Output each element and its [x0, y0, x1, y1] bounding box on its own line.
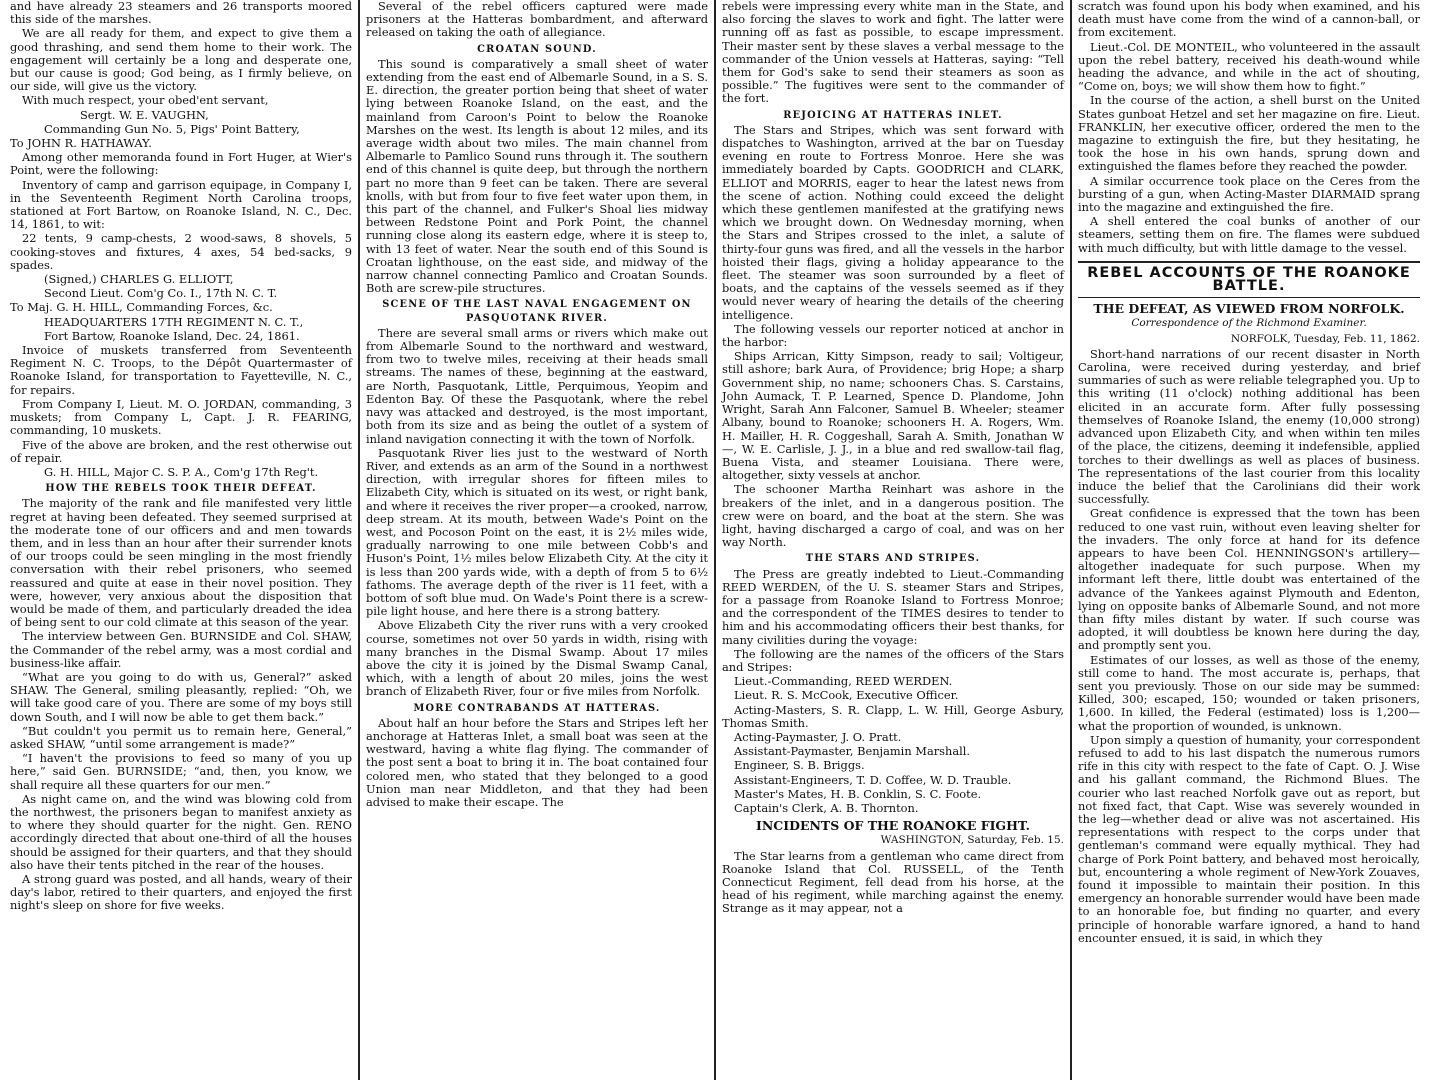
signature-title: Second Lieut. Com'g Co. I., 17th N. C. T. — [44, 286, 278, 301]
officer-entry: Master's Mates, H. B. Conklin, S. C. Foote. — [734, 786, 982, 801]
officer-entry: Acting-Paymaster, J. O. Pratt. — [734, 729, 902, 744]
column-3 — [716, 0, 1070, 1080]
paragraph: The Star learns from a gentleman who came direct from Roanoke Island that Col. RUSSELL, of the Tenth Connecticut Regiment, fell dead from his horse, at the head of his regiment, while marching against the enemy. Strange as it may appear, not a — [722, 848, 1064, 916]
paragraph: Five of the above are broken, and the rest otherwise out of repair. — [10, 437, 352, 465]
officer-entry: Acting-Masters, S. R. Clapp, L. W. Hill, George Asbury, Thomas Smith. — [722, 702, 1064, 730]
paragraph: Estimates of our losses, as well as those of the enemy, still come to hand. The most accurate is, perhaps, that sent you previously. Those on our side may be summed: Killed, 300; escaped, 150; wounded or taken prisoners, 1,600. In killed, the Federal (estimated) loss is 1,200—what the proportion of wounded, is unknown. — [1078, 652, 1420, 733]
paragraph: Several of the rebel officers captured were made prisoners at the Hatteras bombardment, and afterward released on taking the oath of allegiance. — [366, 0, 708, 40]
paragraph: We are all ready for them, and expect to give them a good thrashing, and send them home to their work. The engagement will certainly be a long and desperate one, but our cause is good; God being, as I firmly believe, on our side, will give us the victory. — [10, 26, 352, 94]
dateline: NORFOLK, Tuesday, Feb. 11, 1862. — [1230, 332, 1420, 345]
paragraph: This sound is comparatively a small sheet of water extending from the east end of Albemarle Sound, in a S. S. E. direction, the greater portion being that sheet of water lying between Roanoke Island, on the east, and the mainland from Caroon's Point to below the Roanoke Marshes on the west. Its length is about 12 miles, and its average width about two miles. The main channel from Albemarle to Pamlico Sound runs through it. The southern end of this channel is quite deep, but through the northern part no more than 9 feet can be taken. There are several knolls, with but from four to five feet water upon them, in this part of the channel, and Fulker's Shoal lies midway between Redstone Point and Pork Point, the channel running close along its eastern edge, where it is steep to, with 13 feet of water. Near the south end of this Sound is Croatan lighthouse, on the east side, and midway of the narrow channel connecting Pamlico and Croatan Sounds. Both are screw-pile structures. — [366, 56, 708, 296]
paragraph: “What are you going to do with us, General?” asked SHAW. The General, smiling pleasantly, replied: “Oh, we will take good care of you. There are some of my boys still down South, and I will now be able to get them back.” — [10, 669, 352, 724]
paragraph: Short-hand narrations of our recent disaster in North Carolina, were received during yesterday, and brief summaries of such as were reliable telegraphed you. Up to this writing (11 o'clock) nothing additional has been elicited in an accurate form. After fully possessing themselves of Roanoke Island, the enemy (10,000 strong) advanced upon Elizabeth City, and when within ten miles of the place, the citizens, deeming it indefensible, applied torches to their dwellings as well as places of business. The representations of the last courier from this locality induce the belief that the Carolinians did their work successfully. — [1078, 346, 1420, 507]
section-heading: THE STARS AND STRIPES. — [805, 553, 981, 565]
letterhead: HEADQUARTERS 17TH REGIMENT N. C. T., — [44, 314, 304, 329]
paragraph: The majority of the rank and file manifested very little regret at having been defeated. They seemed surprised at the moderate tone of our officers and and men towards them, and in less than an hour after their surrender knots of our troops could be seen mingling in the most friendly conversation with their rebel prisoners, who seemed reassured and quite at ease in their novel position. They were, however, very anxious about the disposition that would be made of them, and particularly dreaded the idea of being sent to our cold climate at this season of the year. — [10, 496, 352, 630]
paragraph: From Company I, Lieut. M. O. JORDAN, commanding, 3 muskets; from Company L, Capt. J. R. FEARING, commanding, 10 muskets. — [10, 396, 352, 438]
paragraph: The Stars and Stripes, which was sent forward with dispatches to Washington, arrived at the bar on Tuesday evening en route to Fortress Monroe. Here she was immediately boarded by Capts. GOODRICH and CLARK, ELLIOT and MORRIS, eager to hear the latest news from the scene of action. Nothing could exceed the delight which these gentlemen manifested at the gratifying news which we brought down. On Wednesday morning, when the Stars and Stripes crossed to the inlet, a salute of thirty-four guns was fired, and all the vessels in the harbor hoisted their flags, giving a holiday appearance to the fleet. The steamer was soon surrounded by a fleet of boats, and the captains of the vessels seemed as if they would never weary of hearing the details of the cheering intelligence. — [722, 122, 1064, 322]
paragraph: Pasquotank River lies just to the westward of North River, and extends as an arm of the Sound in a northwest direction, with irregular shores for fifteen miles to Elizabeth City, which is situated on its west, or right bank, and where it receives the river proper—a crooked, narrow, deep stream. At its mouth, between Wade's Point on the west, and Pocoson Point on the east, it is 2½ miles wide, gradually narrowing to one mile between Cobb's and Huson's Point, 1½ miles below Elizabeth City. At the city it is less than 200 yards wide, with a depth of from 5 to 6½ fathoms. The average depth of the river is 11 feet, with a bottom of soft blue mud. On Wade's Point there is a screw-pile light house, and here there is a strong battery. — [366, 445, 708, 619]
section-heading: MORE CONTRABANDS AT HATTERAS. — [413, 702, 661, 714]
paragraph: “But couldn't you permit us to remain here, General,” asked SHAW, “until some arrangement is made?” — [10, 723, 352, 751]
section-heading: REJOICING AT HATTERAS INLET. — [783, 109, 1003, 121]
paragraph: Invoice of muskets transferred from Seventeenth Regiment N. C. Troops, to the Dépôt Quartermaster of Roanoke Island, for transportation to Fayetteville, N. C., for repairs. — [10, 343, 352, 397]
dateline: WASHINGTON, Saturday, Feb. 15. — [880, 834, 1064, 847]
paragraph: The following vessels our reporter noticed at anchor in the harbor: — [722, 321, 1064, 350]
officer-entry: Assistant-Paymaster, Benjamin Marshall. — [734, 744, 971, 759]
paragraph: A similar occurrence took place on the Ceres from the bursting of a gun, when Acting-Master DIARMAID sprang into the magazine and extinguished the fire. — [1078, 173, 1420, 215]
signature: G. H. HILL, Major C. S. P. A., Com'g 17th Reg't. — [44, 464, 319, 479]
paragraph: A shell entered the coal bunks of another of our steamers, setting them on fire. The flames were subdued with much difficulty, but with little damage to the vessel. — [1078, 214, 1420, 255]
paragraph: About half an hour before the Stars and Stripes left her anchorage at Hatteras Inlet, a small boat was seen at the westward, having a white flag flying. The commander of the post sent a boat to bring it in. The boat contained four colored men, who stated that they belonged to a good Union man near Middleton, and that they had been advised to make their escape. The — [366, 715, 708, 809]
paragraph: A strong guard was posted, and all hands, weary of their day's labor, retired to their quarters, and enjoyed the first night's sleep on shore for five weeks. — [10, 872, 352, 913]
officer-entry: Assistant-Engineers, T. D. Coffee, W. D. Trauble. — [734, 772, 1012, 787]
paragraph: scratch was found upon his body when examined, and his death must have come from the wind of a cannon-ball, or from excitement. — [1078, 0, 1420, 40]
byline: Correspondence of the Richmond Examiner. — [1131, 317, 1367, 330]
officer-entry: Captain's Clerk, A. B. Thornton. — [734, 800, 919, 815]
paragraph: As night came on, and the wind was blowing cold from the northwest, the prisoners began to manifest anxiety as to where they should quarter for the night. Gen. RENO accordingly directed that about one-third of all the houses should be assigned for their quarters, and that they should also have their tents pitched in the rear of the houses. — [10, 791, 352, 872]
paragraph: rebels were impressing every white man in the State, and also forcing the slaves to work and fight. The latter were running off as fast as possible, to escape impressment. Their master sent by these slaves a verbal message to the commander of the Union vessels at Hatteras, saying: “Tell them for God's sake to send their steamers as soon as possible.” The fugitives were sent to the commander of the fort. — [722, 0, 1064, 106]
paragraph: The interview between Gen. BURNSIDE and Col. SHAW, the Commander of the rebel army, was a most cordial and business-like affair. — [10, 629, 352, 670]
paragraph: With much respect, your obed'ent servant, — [22, 93, 269, 108]
addressee: To Maj. G. H. HILL, Commanding Forces, &c. — [10, 300, 273, 315]
paragraph: Ships Arrican, Kitty Simpson, ready to sail; Voltigeur, still ashore; bark Aura, of Providence; brig Hope; a sharp Government ship, no name; schooners Chas. S. Carstains, John Aumack, T. P. Learned, Spence D. Plandome, John Wright, Sarah Ann Falconer, Samuel B. Wheeler; steamer Albany, bound to Roanoke; schooners H. A. Rogers, Wm. H. Mailler, H. R. Coggeshall, Sarah A. Smith, Jonathan W—, W. E. Carlisle, J. J., in a blue and red swallow-tail flag, Buena Vista, and steamer Louisiana. There were, altogether, sixty vessels at anchor. — [722, 349, 1064, 483]
paragraph: In the course of the action, a shell burst on the United States gunboat Hetzel and set her magazine on fire. Lieut. FRANKLIN, her executive officer, ordered the men to the magazine to extinguish the fire, but they hesitating, he took the hose in his own hands, sprung down and extinguished the flames before they reached the powder. — [1078, 93, 1420, 174]
article-headline: REBEL ACCOUNTS OF THE ROANOKE BATTLE. — [1078, 261, 1420, 298]
paragraph: The following are the names of the officers of the Stars and Stripes: — [722, 646, 1064, 674]
article-subheadline: THE DEFEAT, AS VIEWED FROM NORFOLK. — [1093, 301, 1405, 317]
column-2 — [360, 0, 714, 1080]
paragraph: Inventory of camp and garrison equipage, in Company I, in the Seventeenth Regiment North Carolina troops, stationed at Fort Bartow, on Roanoke Island, N. C., Dec. 14, 1861, to wit: — [10, 177, 352, 232]
section-heading: SCENE OF THE LAST NAVAL ENGAGEMENT ON PASQUOTANK RIVER. — [382, 299, 692, 324]
paragraph: Great confidence is expressed that the town has been reduced to one vast ruin, without even leaving shelter for the invaders. The only force at hand for its defence appears to have been Col. HENNINGSON's artillery—altogether inadequate for such purpose. When my informant left there, little doubt was entertained of the advance of the Yankees against Plymouth and Edenton, lying on opposite banks of Albemarle Sound, and not more than fifty miles distant by water. If such course was adopted, it will doubtless be known here during the day, and promptly sent you. — [1078, 506, 1420, 653]
paragraph: Upon simply a question of humanity, your correspondent refused to add to his last dispatch the numerous rumors rife in this city with respect to the fate of Capt. O. J. Wise and his gallant command, the Richmond Blues. The courier who last reached Norfolk gave out as report, but not fixed fact, that Capt. Wise was severely wounded in the leg—whether dead or alive was not ascertained. His representations with respect to the corps under that gentleman's command were equally mythical. They had charge of Pork Point battery, and behaved most heroically, but, encountering a whole regiment of New-York Zouaves, found it impossible to maintain their position. In this emergency an honorable surrender would have been made to an honorable foe, but finding no quarter, and every principle of honorable warfare ignored, a hand to hand encounter ensued, it is said, in which they — [1078, 732, 1420, 945]
paragraph: The Press are greatly indebted to Lieut.-Commanding REED WERDEN, of the U. S. steamer Stars and Stripes, for a passage from Roanoke Island to Fortress Monroe; and the correspondent of the TIMES desires to tender to him and his accommodating officers their best thanks, for many civilities during the voyage: — [722, 566, 1064, 647]
section-heading: INCIDENTS OF THE ROANOKE FIGHT. — [756, 818, 1030, 834]
paragraph: Among other memoranda found in Fort Huger, at Wier's Point, were the following: — [10, 150, 352, 178]
section-heading: HOW THE REBELS TOOK THEIR DEFEAT. — [45, 483, 317, 495]
paragraph: The schooner Martha Reinhart was ashore in the breakers of the inlet, and in a dangerous position. The crew were on board, and the boat at the stern. She was light, having discharged a cargo of coal, and was on her way North. — [722, 482, 1064, 550]
column-1 — [4, 0, 358, 1080]
paragraph: Above Elizabeth City the river runs with a very crooked course, sometimes not over 50 yards in width, rising with many branches in the Dismal Swamp. About 17 miles above the city it is joined by the Dismal Swamp Canal, which, with a length of about 20 miles, joins the west branch of Elizabeth River, four or five miles from Norfolk. — [366, 618, 708, 699]
letterhead-place: Fort Bartow, Roanoke Island, Dec. 24, 1861. — [44, 328, 300, 343]
officer-entry: Engineer, S. B. Briggs. — [734, 758, 865, 773]
paragraph: and have already 23 steamers and 26 transports moored this side of the marshes. — [10, 0, 352, 27]
paragraph: 22 tents, 9 camp-chests, 2 wood-saws, 8 shovels, 5 cooking-stoves and fixtures, 4 axes, 54 bed-sacks, 9 spades. — [10, 231, 352, 272]
signature: Sergt. W. E. VAUGHN, — [80, 107, 209, 122]
officer-entry: Lieut. R. S. McCook, Executive Officer. — [734, 688, 959, 703]
section-heading: CROATAN SOUND. — [477, 43, 597, 55]
signature-title: Commanding Gun No. 5, Pigs' Point Battery, — [44, 121, 300, 136]
column-4 — [1072, 0, 1426, 1080]
addressee: To JOHN R. HATHAWAY. — [10, 136, 152, 151]
paragraph: There are several small arms or rivers which make out from Albemarle Sound to the northward and westward, from two to twelve miles, receiving at their heads small streams. The names of these, beginning at the eastward, are North, Pasquotank, Little, Perquimous, Yeopim and Edenton Bay. Of these the Pasquotank, where the rebel navy was attacked and destroyed, is the most important, both from its size and as being the outlet of a system of inland navigation connecting it with the town of Norfolk. — [366, 325, 708, 446]
paragraph: “I haven't the provisions to feed so many of you up here,” said Gen. BURNSIDE; “and, then, you know, we shall require all these quarters for our men.” — [10, 751, 352, 792]
paragraph: Lieut.-Col. DE MONTEIL, who volunteered in the assault upon the rebel battery, received his death-wound while heading the advance, and while in the act of shouting, “Come on, boys; we will show them how to fight.” — [1078, 39, 1420, 94]
officer-entry: Lieut.-Commanding, REED WERDEN. — [734, 674, 953, 689]
signature: (Signed,) CHARLES G. ELLIOTT, — [44, 272, 234, 287]
